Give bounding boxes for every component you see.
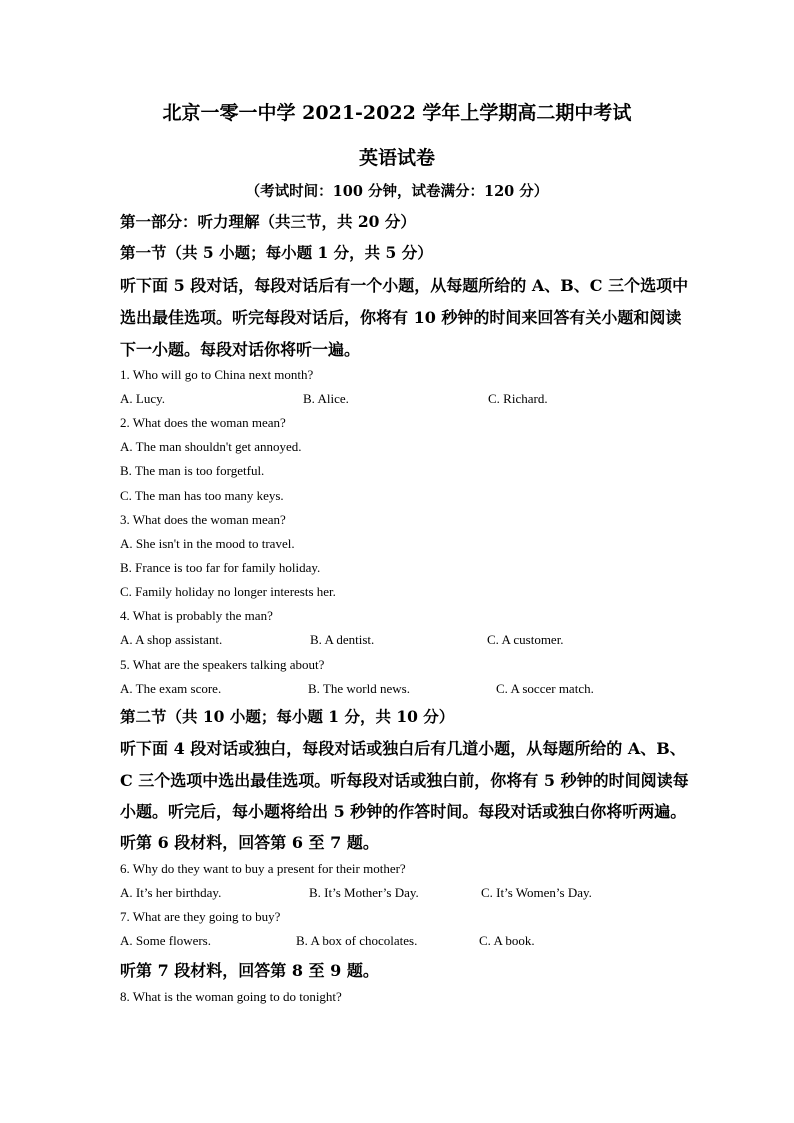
section2-instructions-line: 小题。听完后，每小题将给出 5 秒钟的作答时间。每段对话或独白你将听两遍。: [120, 802, 687, 821]
q3-option-b: B. France is too far for family holiday.: [120, 560, 321, 575]
material-7-heading: 听第 7 段材料，回答第 8 至 9 题。: [120, 961, 379, 980]
question-4: 4. What is probably the man?: [120, 608, 273, 623]
q5-option-b: B. The world news.: [308, 681, 410, 696]
section1-instructions-line: 选出最佳选项。听完每段对话后，你将有 10 秒钟的时间来回答有关小题和阅读: [120, 308, 682, 327]
section1-instructions-line: 下一小题。每段对话你将听一遍。: [120, 340, 361, 359]
section2-heading: 第二节（共 10 小题；每小题 1 分，共 10 分）: [120, 707, 455, 726]
q7-option-c: C. A book.: [479, 933, 535, 948]
section2-instructions-line: 听下面 4 段对话或独白，每段对话或独白后有几道小题，从每题所给的 A、B、: [120, 739, 686, 758]
part1-heading: 第一部分：听力理解（共三节，共 20 分）: [120, 212, 416, 231]
question-7: 7. What are they going to buy?: [120, 909, 281, 924]
question-8: 8. What is the woman going to do tonight?: [120, 989, 342, 1004]
q6-option-b: B. It’s Mother’s Day.: [309, 885, 419, 900]
q2-option-b: B. The man is too forgetful.: [120, 463, 265, 478]
q2-option-a: A. The man shouldn't get annoyed.: [120, 439, 302, 454]
q4-option-c: C. A customer.: [487, 632, 564, 647]
q6-option-a: A. It’s her birthday.: [120, 885, 222, 900]
q1-option-c: C. Richard.: [488, 391, 548, 406]
exam-note: （考试时间：100 分钟，试卷满分：120 分）: [245, 183, 549, 200]
q5-option-c: C. A soccer match.: [496, 681, 594, 696]
question-1: 1. Who will go to China next month?: [120, 367, 314, 382]
q3-option-c: C. Family holiday no longer interests her.: [120, 584, 336, 599]
q7-option-b: B. A box of chocolates.: [296, 933, 418, 948]
section1-instructions-line: 听下面 5 段对话，每段对话后有一个小题，从每题所给的 A、B、C 三个选项中: [120, 276, 689, 295]
q1-option-b: B. Alice.: [303, 391, 349, 406]
q3-option-a: A. She isn't in the mood to travel.: [120, 536, 295, 551]
q4-option-a: A. A shop assistant.: [120, 632, 223, 647]
exam-subtitle: 英语试卷: [358, 147, 435, 169]
question-5: 5. What are the speakers talking about?: [120, 657, 325, 672]
q6-option-c: C. It’s Women’s Day.: [481, 885, 592, 900]
q1-option-a: A. Lucy.: [120, 391, 166, 406]
question-6: 6. Why do they want to buy a present for their mother?: [120, 861, 406, 876]
question-2: 2. What does the woman mean?: [120, 415, 286, 430]
section1-heading: 第一节（共 5 小题；每小题 1 分，共 5 分）: [120, 243, 433, 262]
exam-title: 北京一零一中学 2021-2022 学年上学期高二期中考试: [162, 102, 632, 124]
material-6-heading: 听第 6 段材料，回答第 6 至 7 题。: [120, 833, 379, 852]
q5-option-a: A. The exam score.: [120, 681, 222, 696]
q4-option-b: B. A dentist.: [310, 632, 375, 647]
section2-instructions-line: C 三个选项中选出最佳选项。听每段对话或独白前，你将有 5 秒钟的时间阅读每: [120, 771, 689, 790]
q7-option-a: A. Some flowers.: [120, 933, 211, 948]
question-3: 3. What does the woman mean?: [120, 512, 286, 527]
q2-option-c: C. The man has too many keys.: [120, 488, 284, 503]
